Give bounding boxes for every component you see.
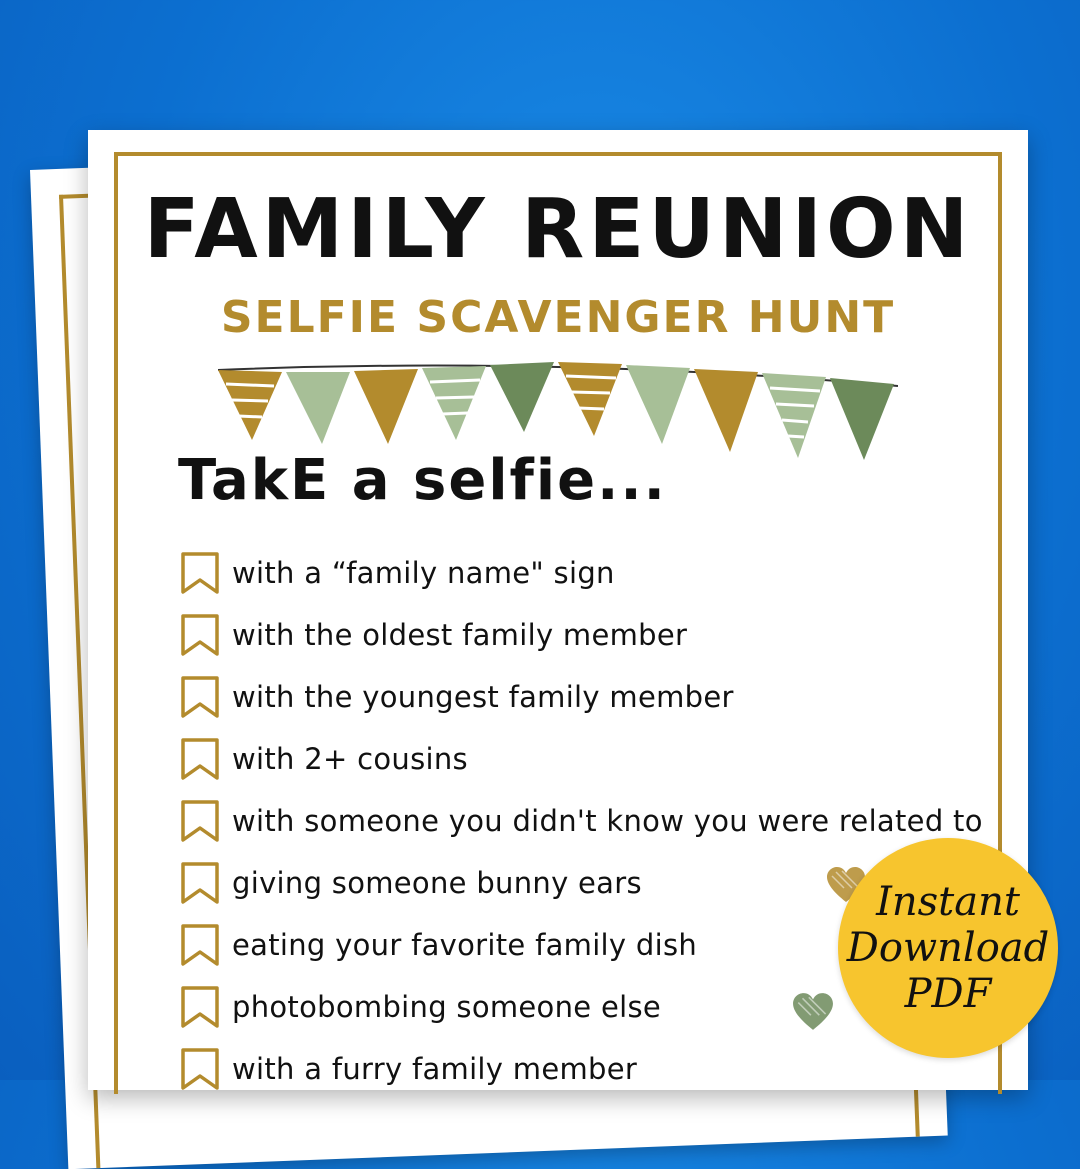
bookmark-checkbox-icon[interactable] (180, 799, 220, 843)
bookmark-checkbox-icon[interactable] (180, 737, 220, 781)
page-title: FAMILY REUNION (143, 182, 973, 277)
badge-line-instant: Instant (876, 879, 1020, 925)
bookmark-checkbox-icon[interactable] (180, 551, 220, 595)
list-item-text: giving someone bunny ears (232, 866, 642, 900)
list-item-text: with someone you didn't know you were related to (232, 804, 983, 838)
bookmark-checkbox-icon[interactable] (180, 1047, 220, 1091)
bookmark-checkbox-icon[interactable] (180, 923, 220, 967)
pennant-flag-icon (558, 362, 622, 436)
page-subtitle: SELFIE SCAVENGER HUNT (220, 292, 896, 343)
list-item (180, 604, 983, 666)
badge-line-download: Download (846, 925, 1050, 971)
list-item-text: with the youngest family member (232, 680, 734, 714)
list-item (180, 790, 983, 852)
pennant-flag-icon (286, 372, 350, 444)
instruction-heading: TakE a selfie... (178, 448, 667, 513)
list-item-text: with a “family name" sign (232, 556, 615, 590)
pennant-flag-icon (354, 369, 418, 444)
list-item-text: with the oldest family member (232, 618, 688, 652)
heart-icon (792, 992, 834, 1032)
list-item (180, 542, 983, 604)
badge-line-pdf: PDF (904, 971, 992, 1017)
pennant-flag-icon (762, 373, 826, 458)
bookmark-checkbox-icon[interactable] (180, 675, 220, 719)
list-item-text: with a furry family member (232, 1052, 638, 1086)
list-item (180, 1038, 983, 1100)
list-item-text: with 2+ cousins (232, 742, 468, 776)
pennant-flag-icon (422, 366, 486, 440)
list-item (180, 666, 983, 728)
pennant-flag-icon (218, 370, 282, 440)
bookmark-checkbox-icon[interactable] (180, 985, 220, 1029)
list-item-text: eating your favorite family dish (232, 928, 698, 962)
pennant-flag-icon (694, 369, 758, 452)
bookmark-checkbox-icon[interactable] (180, 861, 220, 905)
pennant-flag-icon (830, 378, 894, 460)
bookmark-checkbox-icon[interactable] (180, 613, 220, 657)
instant-download-badge (838, 838, 1058, 1058)
pennant-flag-icon (490, 362, 554, 432)
list-item (180, 728, 983, 790)
pennant-flag-icon (626, 365, 690, 444)
list-item-text: photobombing someone else (232, 990, 661, 1024)
